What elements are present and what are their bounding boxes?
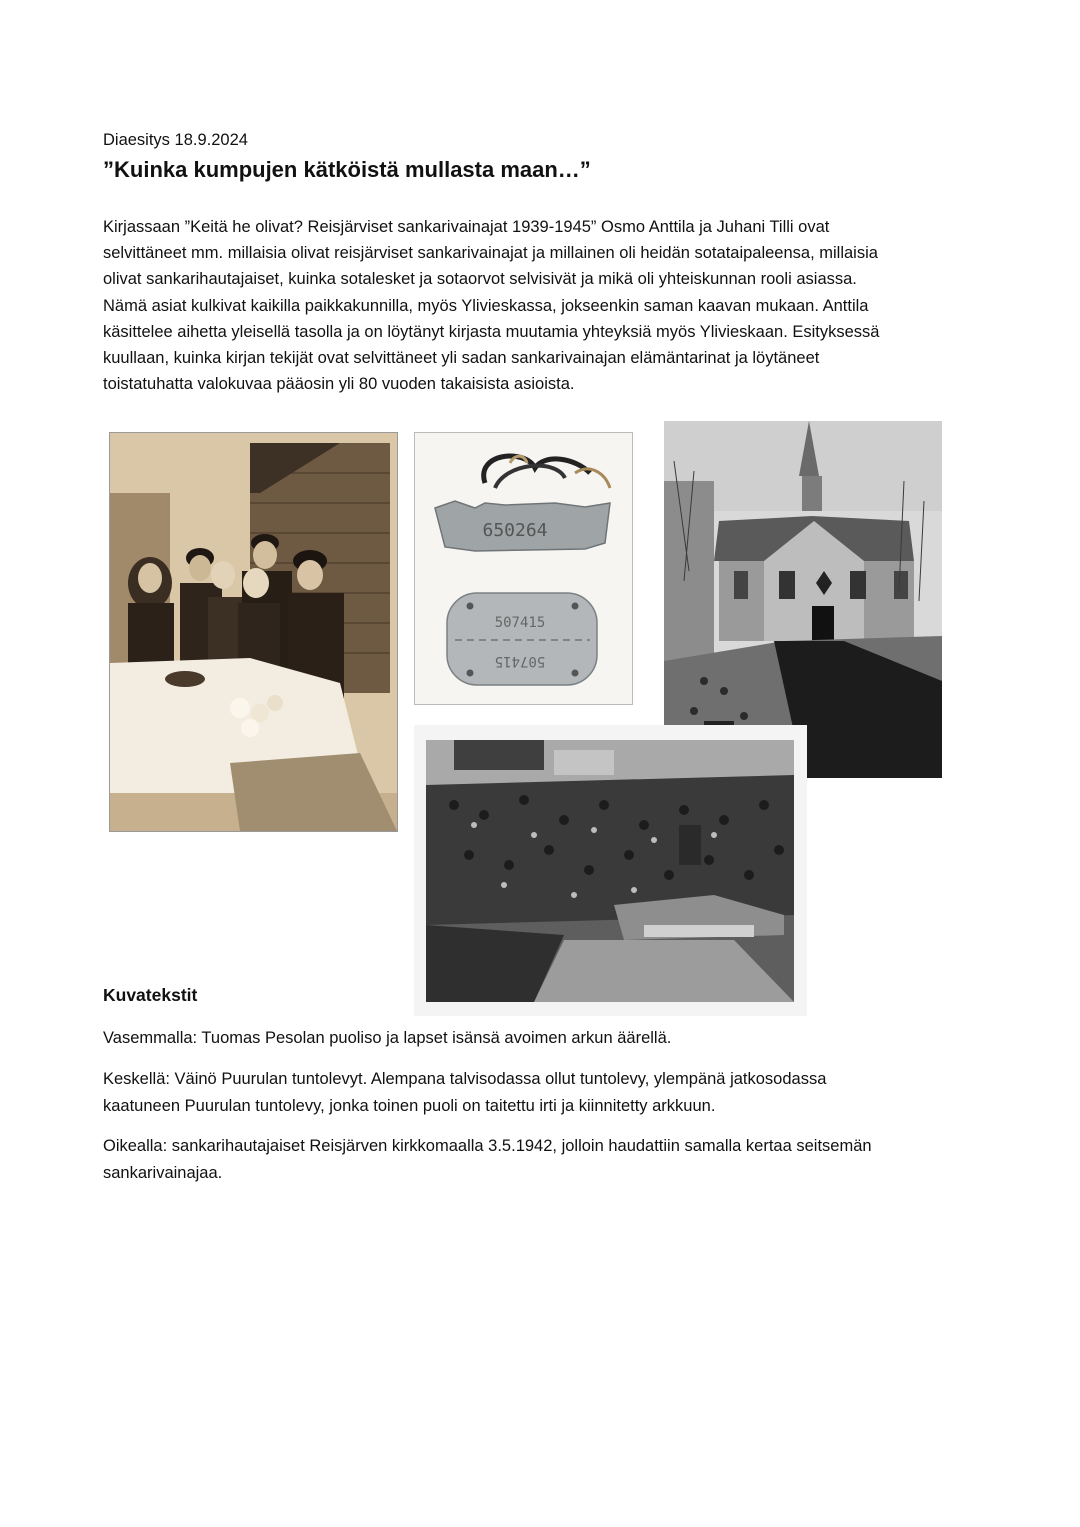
tag-bottom-number-inverted: 507415 xyxy=(494,653,546,669)
tag-bottom-number: 507415 xyxy=(494,615,546,631)
caption-line: Keskellä: Väinö Puurulan tuntolevyt. Alempana talvisodassa ollut tuntolevy, ylempänä jatkosodassa xyxy=(103,1070,827,1088)
photo-family-coffin xyxy=(109,432,398,832)
caption-line: Vasemmalla: Tuomas Pesolan puoliso ja lapset isänsä avoimen arkun äärellä. xyxy=(103,1029,672,1047)
caption-line: sankarivainajaa. xyxy=(103,1164,223,1182)
intro-line: toistatuhatta valokuvaa pääosin yli 80 vuoden takaisista asioista. xyxy=(103,375,575,394)
page-title: ”Kuinka kumpujen kätköistä mullasta maan…” xyxy=(103,157,591,182)
intro-line: Nämä asiat kulkivat kaikilla paikkakunnilla, myös Ylivieskassa, jokseenkin saman kaavan mukaan. Anttila xyxy=(103,296,869,315)
intro-paragraph xyxy=(103,214,983,397)
photo-crowd-graves xyxy=(414,725,807,1016)
tag-top-number: 650264 xyxy=(482,520,548,541)
intro-line: kuullaan, kuinka kirjan tekijät ovat selvittäneet yli sadan sankarivainajan elämäntarinat ja löytäneet xyxy=(103,349,820,368)
intro-line: selvittäneet mm. millaisia olivat reisjärviset sankarivainajat ja millainen oli heidän sotataipaleensa, millaisia xyxy=(103,244,878,263)
caption-line: kaatuneen Puurulan tuntolevy, jonka toinen puoli on taitettu irti ja kiinnitetty arkkuun. xyxy=(103,1097,716,1115)
photo-dog-tags xyxy=(414,432,633,705)
date-line: Diaesitys 18.9.2024 xyxy=(103,131,248,149)
caption-right xyxy=(103,1133,983,1187)
intro-line: Kirjassaan ”Keitä he olivat? Reisjärviset sankarivainajat 1939-1945” Osmo Anttila ja Juhani Tilli ovat xyxy=(103,218,830,236)
intro-line: olivat sankarihautajaiset, kuinka sotalesket ja sotaorvot selvisivät ja mikä oli yhteiskunnan rooli asiassa. xyxy=(103,270,857,289)
intro-line: käsittelee aihetta yleisellä tasolla ja on löytänyt kirjasta muutamia yhteyksiä myös Ylivieskaan. Esityksessä xyxy=(103,322,880,341)
caption-middle xyxy=(103,1066,983,1120)
caption-line: Oikealla: sankarihautajaiset Reisjärven kirkkomaalla 3.5.1942, jolloin haudattiin samalla kertaa seitsemän xyxy=(103,1137,872,1155)
captions-heading: Kuvatekstit xyxy=(103,985,198,1005)
caption-left xyxy=(103,1025,983,1052)
